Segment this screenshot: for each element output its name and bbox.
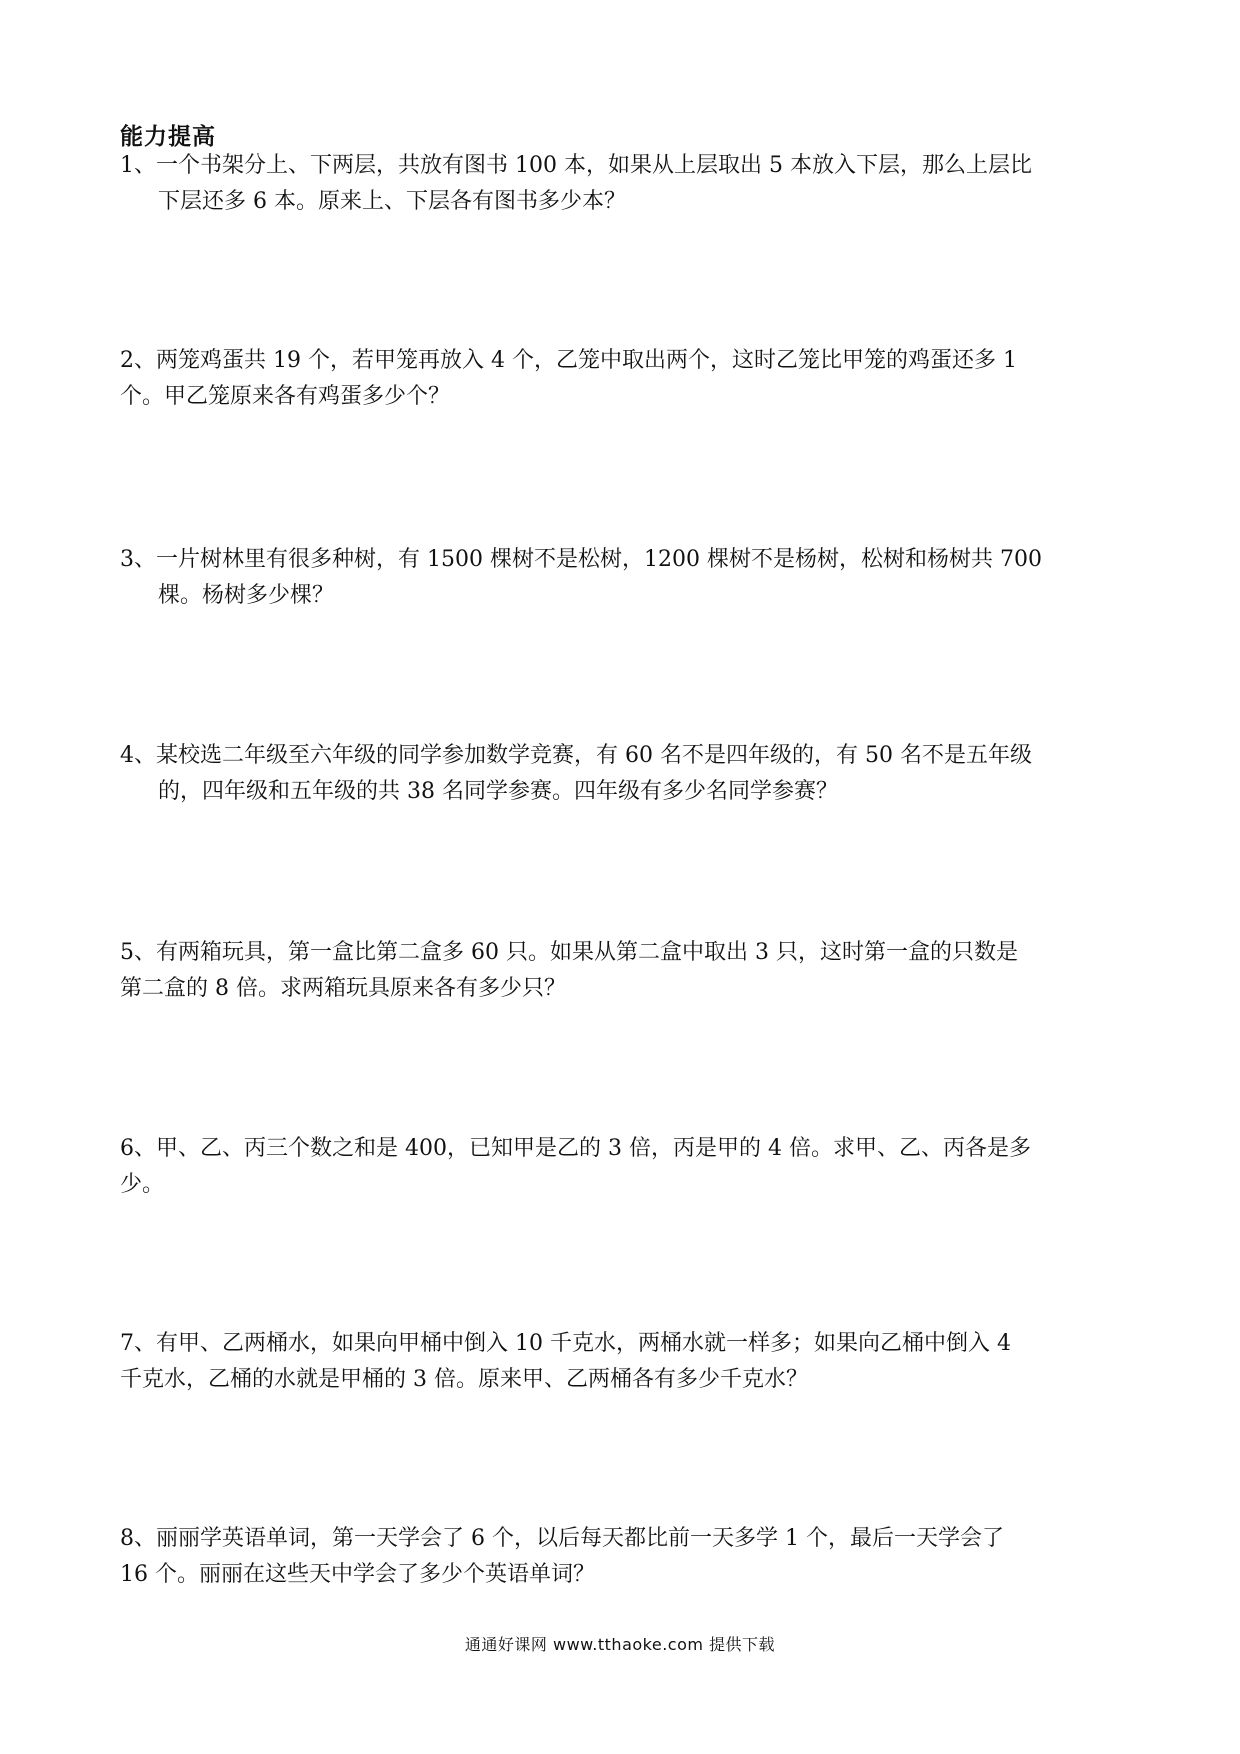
problem-2-line-1: 2、两笼鸡蛋共 19 个，若甲笼再放入 4 个，乙笼中取出两个，这时乙笼比甲笼的鸡蛋还多 1 — [120, 348, 1017, 373]
page-footer: 通通好课网 www.tthaoke.com 提供下载 — [464, 1635, 776, 1654]
problem-6-line-2: 少。 — [120, 1172, 165, 1197]
problem-4 — [120, 738, 1130, 810]
problem-3 — [120, 542, 1130, 614]
problem-4-line-1: 4、某校选二年级至六年级的同学参加数学竞赛，有 60 名不是四年级的，有 50 名不是五年级 — [120, 743, 1032, 768]
problem-5 — [120, 935, 1130, 1007]
problem-6 — [120, 1131, 1130, 1203]
problem-2-line-2: 个。甲乙笼原来各有鸡蛋多少个？ — [120, 384, 451, 409]
problem-1-line-2: 下层还多 6 本。原来上、下层各有图书多少本？ — [158, 189, 626, 214]
problem-4-line-2: 的，四年级和五年级的共 38 名同学参赛。四年级有多少名同学参赛？ — [158, 779, 838, 804]
problem-3-line-2: 棵。杨树多少棵？ — [158, 583, 335, 608]
problem-7-line-1: 7、有甲、乙两桶水，如果向甲桶中倒入 10 千克水，两桶水就一样多；如果向乙桶中倒入 4 — [120, 1331, 1011, 1356]
problem-1-line-1: 1、一个书架分上、下两层，共放有图书 100 本，如果从上层取出 5 本放入下层，那么上层比 — [120, 153, 1032, 178]
problem-8 — [120, 1521, 1130, 1593]
problem-5-line-2: 第二盒的 8 倍。求两箱玩具原来各有多少只？ — [120, 976, 566, 1001]
problem-6-line-1: 6、甲、乙、丙三个数之和是 400，已知甲是乙的 3 倍，丙是甲的 4 倍。求甲、乙、丙各是多 — [120, 1136, 1031, 1161]
problem-8-line-2: 16 个。丽丽在这些天中学会了多少个英语单词？ — [120, 1562, 595, 1587]
problem-8-line-1: 8、丽丽学英语单词，第一天学会了 6 个，以后每天都比前一天多学 1 个，最后一天学会了 — [120, 1526, 1004, 1551]
problem-1 — [120, 148, 1130, 220]
problem-5-line-1: 5、有两箱玩具，第一盒比第二盒多 60 只。如果从第二盒中取出 3 只，这时第一盒的只数是 — [120, 940, 1018, 965]
section-heading: 能力提高 — [120, 124, 216, 150]
problem-7 — [120, 1326, 1130, 1398]
problem-3-line-1: 3、一片树林里有很多种树，有 1500 棵树不是松树，1200 棵树不是杨树，松树和杨树共 700 — [120, 547, 1042, 572]
problem-7-line-2: 千克水，乙桶的水就是甲桶的 3 倍。原来甲、乙两桶各有多少千克水？ — [120, 1367, 808, 1392]
problem-2 — [120, 343, 1130, 415]
